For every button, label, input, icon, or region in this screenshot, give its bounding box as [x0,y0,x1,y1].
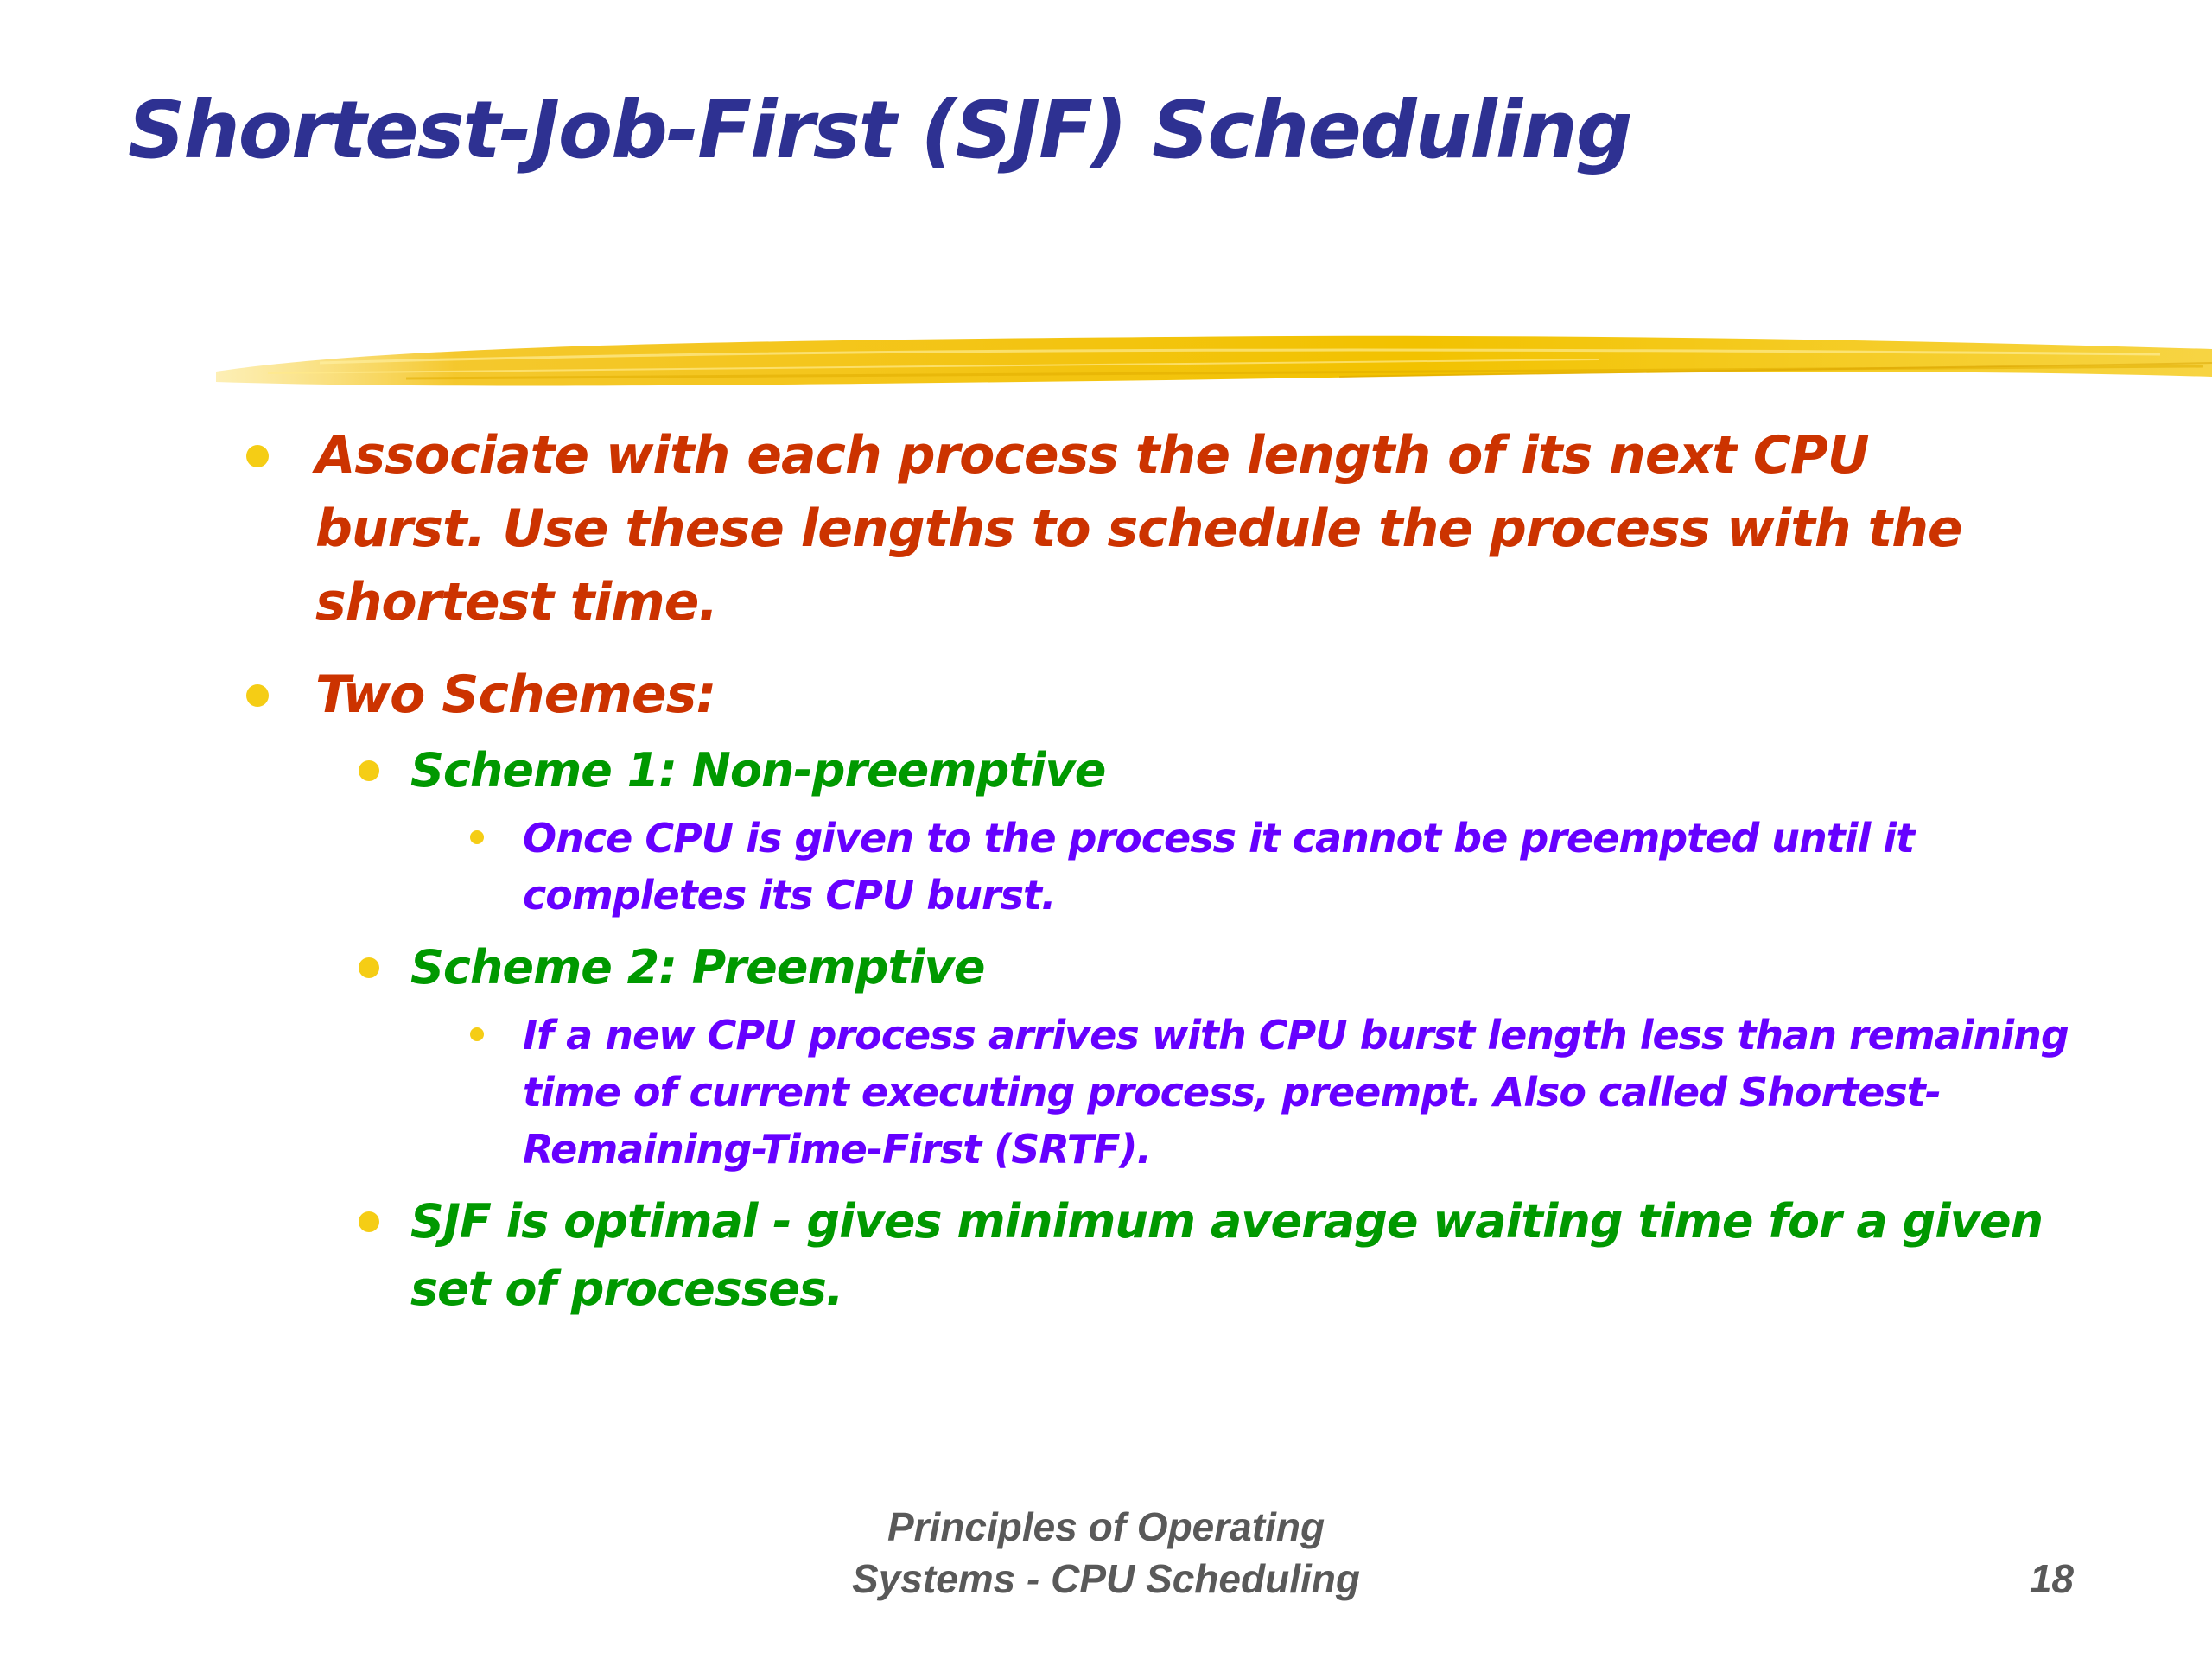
bullet-text: Scheme 2: Preemptive [410,940,985,995]
bullet-list [0,419,2212,1323]
bullet-dot-icon [359,760,379,781]
bullet-dot-icon [470,830,484,844]
bullet-item-non-preemptive-detail [0,810,2078,924]
bullet-item-scheme-2 [0,934,2095,1001]
brush-stroke-divider [216,328,2212,406]
bullet-dot-icon [246,445,269,467]
footer-line-2: Systems - CPU Scheduling [852,1556,1360,1601]
bullet-text: If a new CPU process arrives with CPU burst length less than remaining time of current executing process, preempt. Also called Shortest-Remaining-Time-First (SRTF). [523,1012,2069,1173]
bullet-text: Two Schemes: [315,664,716,725]
bullet-dot-icon [246,684,269,707]
bullet-text: Once CPU is given to the process it cannot be preempted until it completes its CPU burst. [523,815,1915,918]
bullet-text: Associate with each process the length of its next CPU burst. Use these lengths to schedule the process with the shortest time. [315,425,1962,632]
footer-line-1: Principles of Operating [887,1504,1325,1549]
bullet-item-associate [0,419,2044,639]
bullet-text: SJF is optimal - gives minimum average waiting time for a given set of processes. [410,1194,2044,1316]
bullet-item-sjf-optimal [0,1188,2095,1323]
bullet-item-preemptive-detail [0,1007,2078,1178]
bullet-text: Scheme 1: Non-preemptive [410,743,1106,798]
bullet-dot-icon [359,1211,379,1232]
footer-course-title [709,1501,1503,1605]
bullet-item-scheme-1 [0,737,2095,804]
bullet-dot-icon [470,1027,484,1041]
bullet-dot-icon [359,957,379,978]
bullet-item-two-schemes [0,658,2044,732]
page-number: 18 [2029,1556,2074,1601]
slide-title: Shortest-Job-First (SJF) Scheduling [128,84,1631,176]
